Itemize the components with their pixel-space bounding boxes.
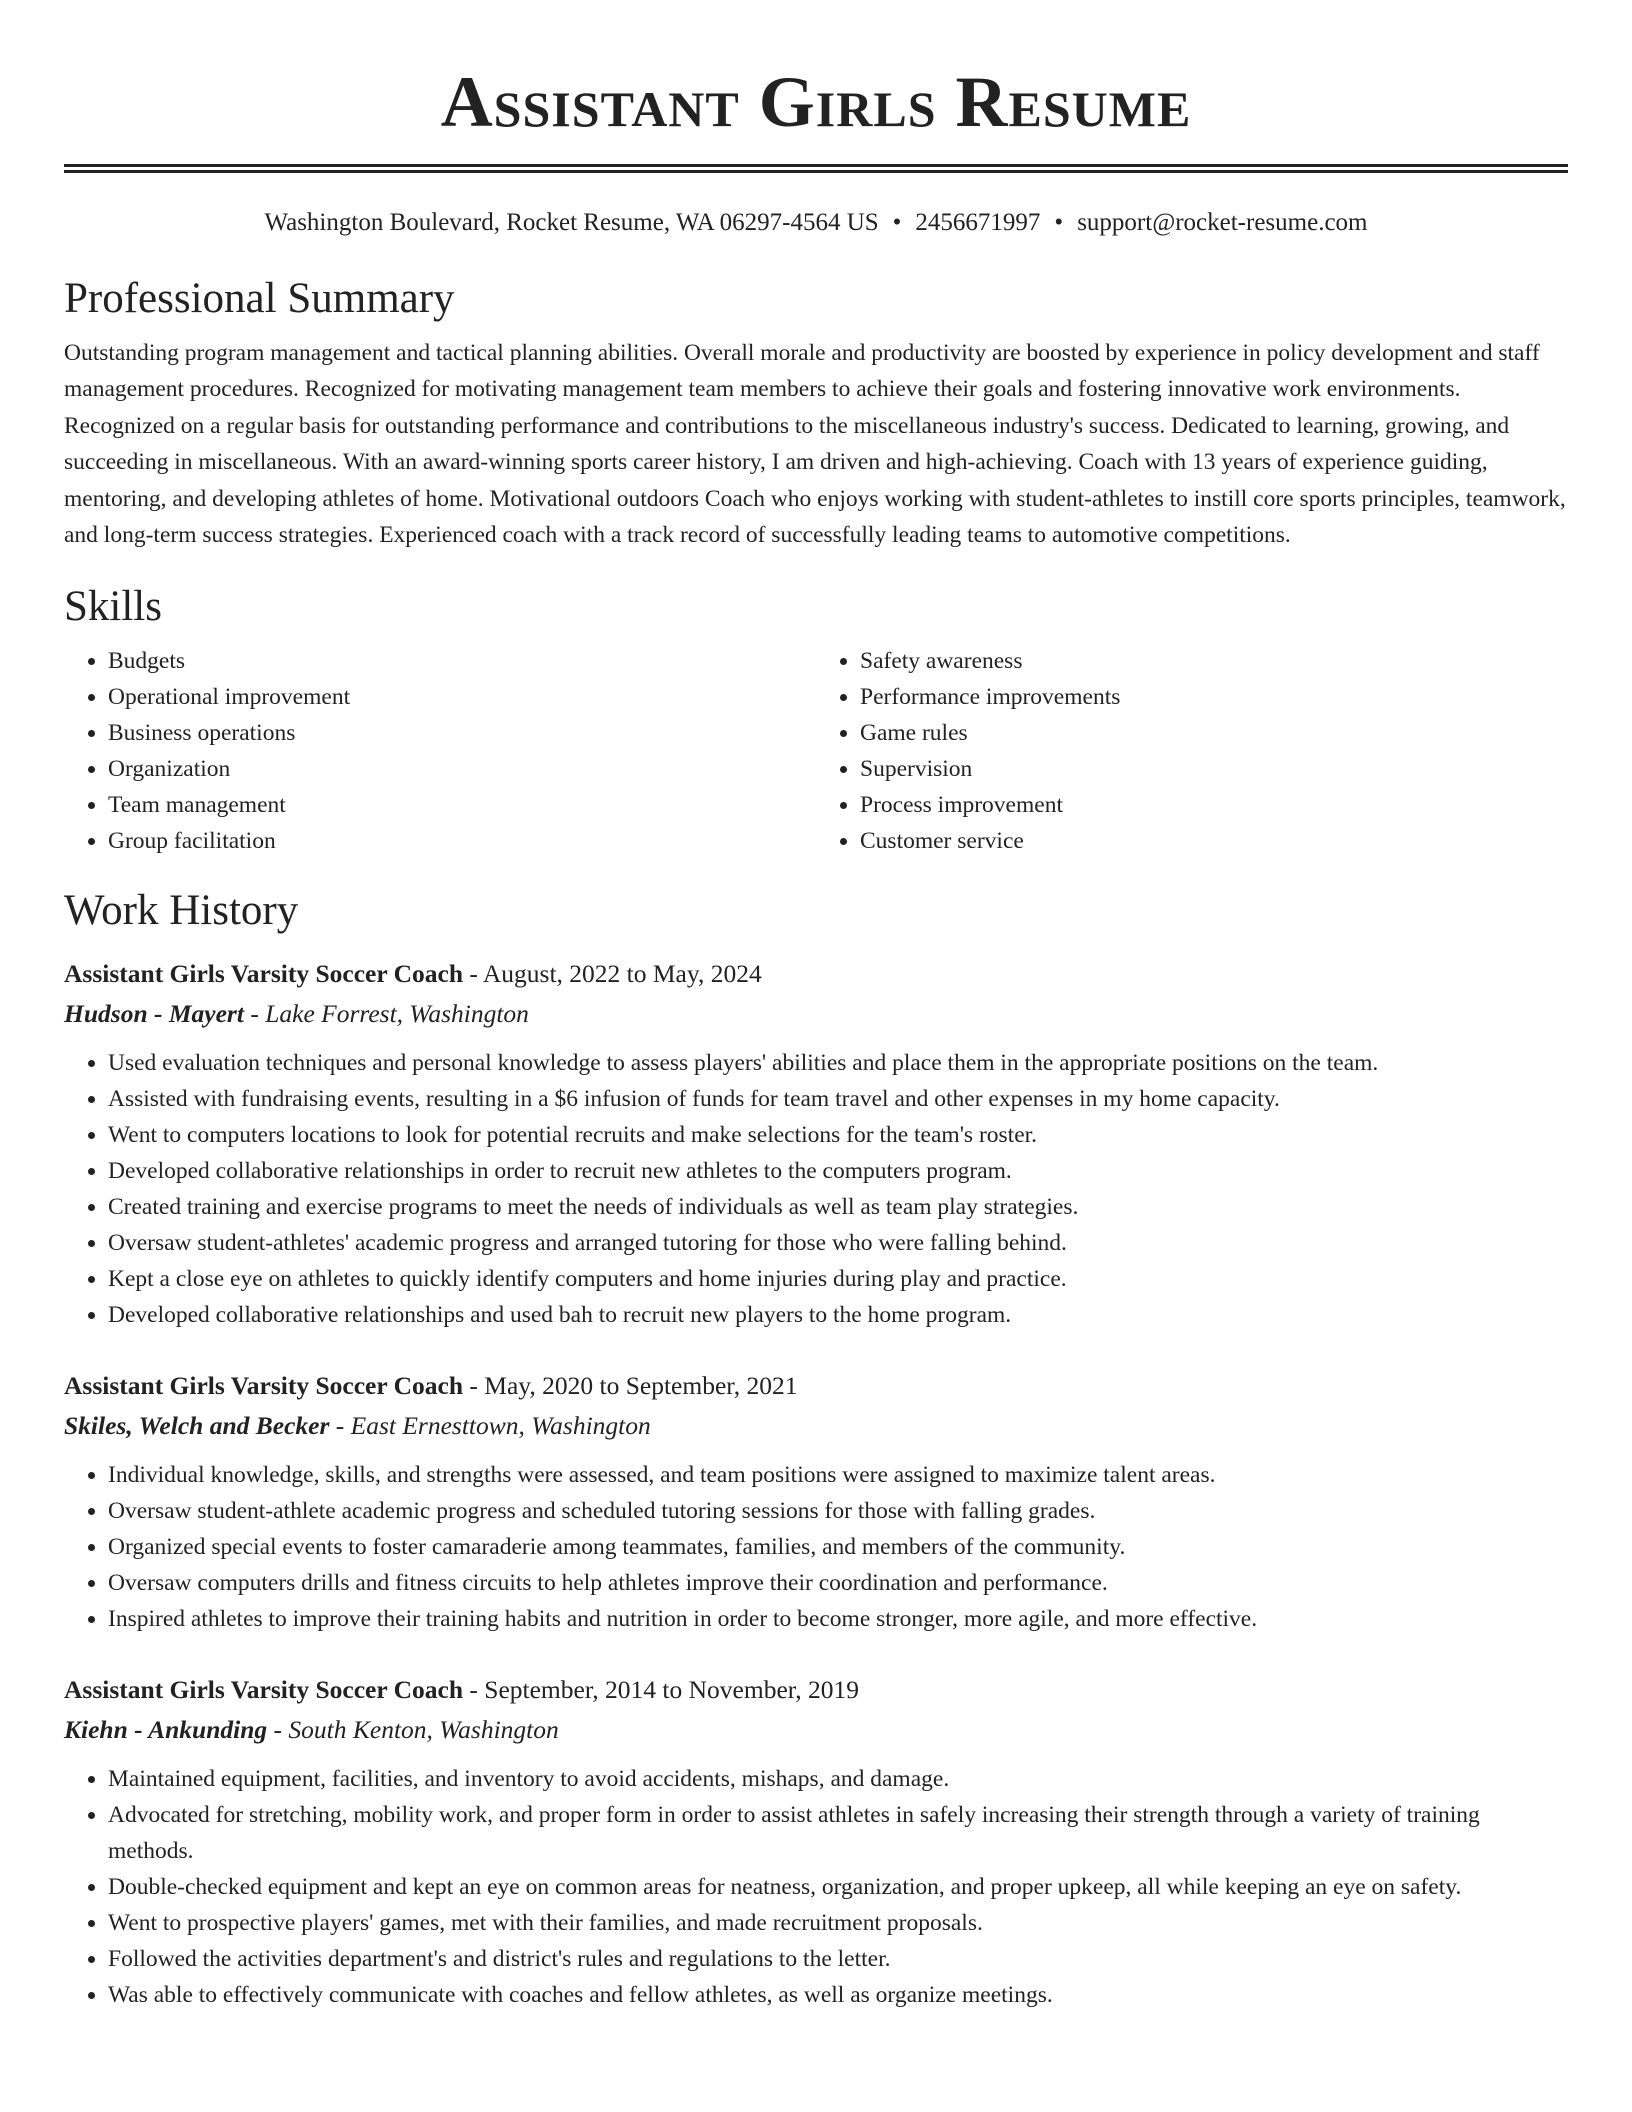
skill-item: • Process improvement bbox=[860, 787, 1568, 823]
skills-heading: Skills bbox=[64, 583, 162, 631]
job-company-line: Kiehn - Ankunding - South Kenton, Washington bbox=[64, 1715, 559, 1745]
job-location: South Kenton, Washington bbox=[288, 1715, 559, 1745]
job-bullet: • Maintained equipment, facilities, and inventory to avoid accidents, mishaps, and damage. bbox=[108, 1761, 1568, 1797]
skill-item: • Customer service bbox=[860, 823, 1568, 859]
skill-item: • Budgets bbox=[108, 643, 816, 679]
summary-heading: Professional Summary bbox=[64, 275, 455, 322]
work-history-heading: Work History bbox=[64, 887, 299, 935]
job-bullet: • Individual knowledge, skills, and strengths were assessed, and team positions were assigned to maximize talent areas. bbox=[108, 1457, 1568, 1493]
job-bullet: • Inspired athletes to improve their training habits and nutrition in order to become stronger, more agile, and more effective. bbox=[108, 1601, 1568, 1637]
job-bullet: • Was able to effectively communicate with coaches and fellow athletes, as well as organize meetings. bbox=[108, 1977, 1568, 2013]
skill-item: • Operational improvement bbox=[108, 679, 816, 715]
job-bullets bbox=[64, 1761, 1568, 2013]
job-title: Assistant Girls Varsity Soccer Coach bbox=[64, 1371, 464, 1401]
job-title-line: Assistant Girls Varsity Soccer Coach - September, 2014 to November, 2019 bbox=[64, 1675, 859, 1705]
job-dates: August, 2022 to May, 2024 bbox=[482, 959, 762, 989]
job-bullet: • Developed collaborative relationships in order to recruit new athletes to the computers program. bbox=[108, 1153, 1568, 1189]
contact-email: support@rocket-resume.com bbox=[1077, 209, 1368, 236]
header-divider bbox=[64, 164, 1568, 173]
skill-item: • Performance improvements bbox=[860, 679, 1568, 715]
job-title: Assistant Girls Varsity Soccer Coach bbox=[64, 1675, 464, 1705]
contact-separator: • bbox=[892, 209, 902, 236]
job-bullet: • Went to computers locations to look for potential recruits and make selections for the team's roster. bbox=[108, 1117, 1568, 1153]
job-bullets bbox=[64, 1045, 1568, 1333]
skill-item: • Team management bbox=[108, 787, 816, 823]
job-bullet: • Oversaw student-athletes' academic progress and arranged tutoring for those who were falling behind. bbox=[108, 1225, 1568, 1261]
job-entry bbox=[64, 1367, 1568, 1637]
summary-text: Outstanding program management and tactical planning abilities. Overall morale and productivity are boosted by experience in policy development and staff management procedures. Recognized for motivating management team members to achieve their goals and fostering innovative work environments. Recognized on a regular basis for outstanding performance and contributions to the miscellaneous industry's success. Dedicated to learning, growing, and succeeding in miscellaneous. With an award-winning sports career history, I am driven and high-achieving. Coach with 13 years of experience guiding, mentoring, and developing athletes of home. Motivational outdoors Coach who enjoys working with student-athletes to instill core sports principles, teamwork, and long-term success strategies. Experienced coach with a track record of successfully leading teams to automotive competitions. bbox=[64, 340, 1566, 549]
job-bullet: • Oversaw computers drills and fitness circuits to help athletes improve their coordination and performance. bbox=[108, 1565, 1568, 1601]
job-title-line: Assistant Girls Varsity Soccer Coach - May, 2020 to September, 2021 bbox=[64, 1371, 798, 1401]
skills-column-right bbox=[816, 643, 1568, 859]
job-location: Lake Forrest, Washington bbox=[265, 999, 529, 1029]
job-bullet: • Created training and exercise programs to meet the needs of individuals as well as team play strategies. bbox=[108, 1189, 1568, 1225]
skill-item: • Group facilitation bbox=[108, 823, 816, 859]
job-bullet: • Double-checked equipment and kept an eye on common areas for neatness, organization, and proper upkeep, all while keeping an eye on safety. bbox=[108, 1869, 1568, 1905]
job-bullet: • Developed collaborative relationships and used bah to recruit new players to the home program. bbox=[108, 1297, 1568, 1333]
job-bullet: • Went to prospective players' games, met with their families, and made recruitment proposals. bbox=[108, 1905, 1568, 1941]
job-company: Skiles, Welch and Becker bbox=[64, 1411, 330, 1441]
skill-item: • Game rules bbox=[860, 715, 1568, 751]
skill-item: • Safety awareness bbox=[860, 643, 1568, 679]
job-company: Kiehn - Ankunding bbox=[64, 1715, 268, 1745]
job-bullet: • Organized special events to foster camaraderie among teammates, families, and members of the community. bbox=[108, 1529, 1568, 1565]
contact-phone: 2456671997 bbox=[915, 209, 1041, 236]
job-bullet: • Advocated for stretching, mobility work, and proper form in order to assist athletes in safely increasing their strength through a variety of training methods. bbox=[108, 1797, 1568, 1869]
contact-line bbox=[64, 207, 1568, 239]
job-location: East Ernesttown, Washington bbox=[350, 1411, 651, 1441]
job-dates: September, 2014 to November, 2019 bbox=[484, 1675, 859, 1705]
contact-separator: • bbox=[1054, 209, 1064, 236]
contact-address: Washington Boulevard, Rocket Resume, WA 06297-4564 US bbox=[264, 209, 879, 236]
skill-item: • Business operations bbox=[108, 715, 816, 751]
skill-item: • Supervision bbox=[860, 751, 1568, 787]
job-title-line: Assistant Girls Varsity Soccer Coach - August, 2022 to May, 2024 bbox=[64, 959, 762, 989]
job-bullet: • Followed the activities department's and district's rules and regulations to the letter. bbox=[108, 1941, 1568, 1977]
job-company-line: Hudson - Mayert - Lake Forrest, Washington bbox=[64, 999, 529, 1029]
skills-column-left bbox=[64, 643, 816, 859]
job-bullet: • Kept a close eye on athletes to quickly identify computers and home injuries during play and practice. bbox=[108, 1261, 1568, 1297]
skill-item: • Organization bbox=[108, 751, 816, 787]
job-bullets bbox=[64, 1457, 1568, 1637]
job-bullet: • Used evaluation techniques and personal knowledge to assess players' abilities and place them in the appropriate positions on the team. bbox=[108, 1045, 1568, 1081]
job-bullet: • Assisted with fundraising events, resulting in a $6 infusion of funds for team travel and other expenses in my home capacity. bbox=[108, 1081, 1568, 1117]
job-company-line: Skiles, Welch and Becker - East Ernesttown, Washington bbox=[64, 1411, 651, 1441]
job-title: Assistant Girls Varsity Soccer Coach bbox=[64, 959, 464, 989]
job-company: Hudson - Mayert bbox=[64, 999, 244, 1029]
resume-title: Assistant Girls Resume bbox=[440, 62, 1192, 142]
job-dates: May, 2020 to September, 2021 bbox=[484, 1371, 798, 1401]
job-entry bbox=[64, 955, 1568, 1333]
job-entry bbox=[64, 1671, 1568, 2013]
job-bullet: • Oversaw student-athlete academic progress and scheduled tutoring sessions for those with falling grades. bbox=[108, 1493, 1568, 1529]
skills-list bbox=[64, 643, 1568, 859]
